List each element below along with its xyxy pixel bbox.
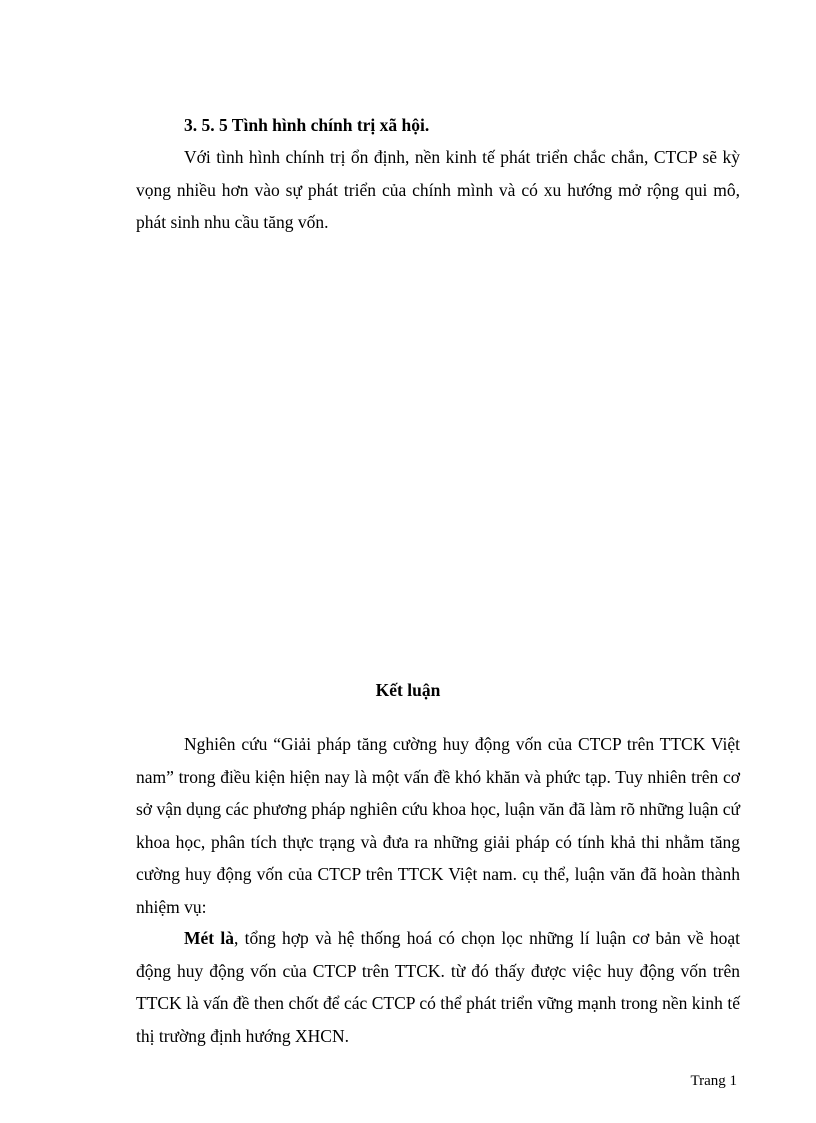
paragraph-rest: , tổng hợp và hệ thống hoá có chọn lọc những lí luận cơ bản về hoạt động huy động vốn của CTCP trên TTCK. từ đó thấy được việc huy động vốn trên TTCK là vấn đề then chốt để các CTCP có thể phát triển vững mạnh trong nền kinh tế thị trường định hướng XHCN. [136,928,740,1046]
section-heading: 3. 5. 5 Tình hình chính trị xã hội. [184,115,430,135]
conclusion-paragraph-2 [136,922,740,1052]
conclusion-body-1 [136,728,740,923]
conclusion-paragraph-1: Nghiên cứu “Giải pháp tăng cường huy động vốn của CTCP trên TTCK Việt nam” trong điều kiện hiện nay là một vấn đề khó khăn và phức tạp. Tuy nhiên trên cơ sở vận dụng các phương pháp nghiên cứu khoa học, luận văn đã làm rõ những luận cứ khoa học, phân tích thực trạng và đưa ra những giải pháp có tính khả thi nhằm tăng cường huy động vốn của CTCP trên TTCK Việt nam. cụ thể, luận văn đã hoàn thành nhiệm vụ: [136,734,740,917]
paragraph-lead: Mét là [184,928,234,948]
conclusion-body-2 [136,922,740,1052]
page-number: Trang 1 [690,1073,737,1089]
conclusion-title: Kết luận [375,680,441,700]
section-body [136,141,740,239]
section-paragraph: Với tình hình chính trị ổn định, nền kinh tế phát triển chắc chắn, CTCP sẽ kỳ vọng nhiều hơn vào sự phát triển của chính mình và có xu hướng mở rộng qui mô, phát sinh nhu cầu tăng vốn. [136,147,740,232]
